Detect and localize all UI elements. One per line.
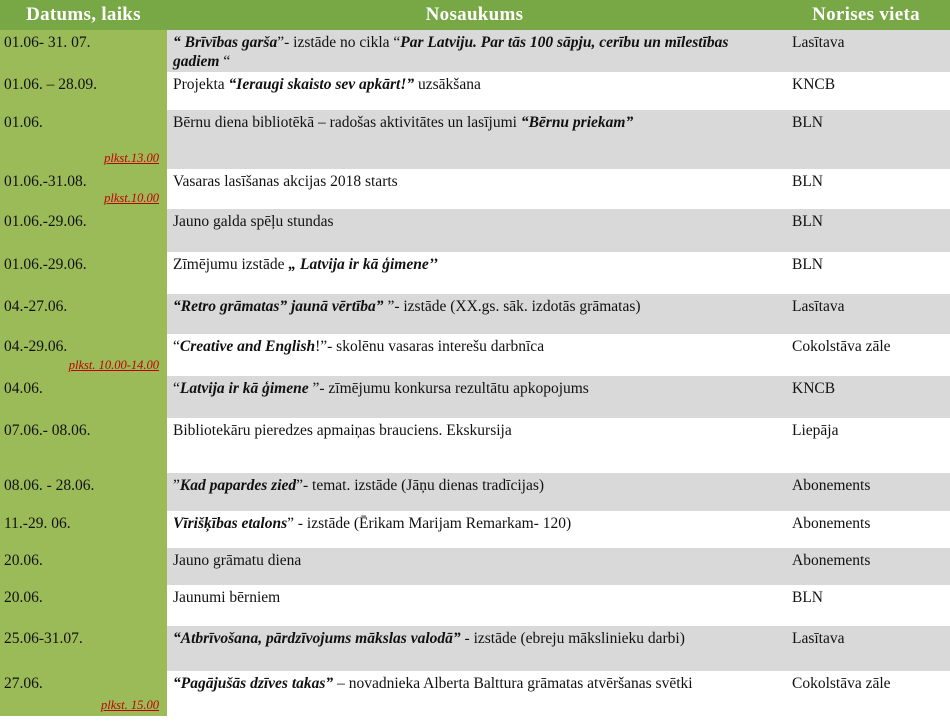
event-date: 25.06-31.07.	[4, 630, 83, 647]
event-name-part: Creative and English	[179, 338, 316, 355]
event-name-part: !”- skolēnu vasaras interešu darbnīca	[315, 338, 545, 355]
event-date-cell	[0, 585, 167, 626]
table-row	[0, 110, 950, 169]
event-name-part: „ Latvija ir kā ģimene’’	[288, 256, 438, 273]
event-date-cell	[0, 252, 167, 294]
table-row	[0, 169, 950, 209]
table-row	[0, 548, 950, 585]
event-date: 04.-29.06.	[4, 338, 68, 355]
event-name-part: Jauno grāmatu diena	[173, 552, 302, 569]
event-date-cell	[0, 110, 167, 169]
event-place: BLN	[782, 209, 950, 252]
event-time: plkst. 15.00	[101, 698, 159, 712]
event-date: 01.06.-29.06.	[4, 213, 87, 230]
event-name-part: ”	[173, 477, 180, 494]
event-date: 07.06.- 08.06.	[4, 422, 91, 439]
event-date-cell	[0, 30, 167, 72]
header-place: Norises vieta	[782, 0, 950, 30]
event-name	[167, 585, 782, 626]
event-place: Cokolstāva zāle	[782, 671, 950, 716]
event-name	[167, 334, 782, 376]
event-place: Lasītava	[782, 30, 950, 72]
event-name-part: “	[173, 380, 180, 397]
event-name	[167, 626, 782, 671]
table-row	[0, 72, 950, 110]
event-date: 20.06.	[4, 552, 43, 569]
event-date: 01.06. – 28.09.	[4, 76, 97, 93]
event-date: 01.06- 31. 07.	[4, 34, 91, 51]
event-place: Abonements	[782, 473, 950, 511]
event-date-cell	[0, 334, 167, 376]
event-name-part: Bērnu diena bibliotēkā – radošas aktivitātes un lasījumi	[173, 114, 521, 131]
event-name-part: Projekta	[173, 76, 229, 93]
table-row	[0, 511, 950, 548]
event-date: 01.06.-29.06.	[4, 256, 87, 273]
header-row	[0, 0, 950, 30]
header-date: Datums, laiks	[0, 0, 167, 30]
event-name-part: Latvija ir kā ģimene	[179, 380, 309, 397]
event-time: plkst.13.00	[104, 151, 159, 165]
table-row	[0, 252, 950, 294]
event-name-part: “	[219, 53, 231, 70]
event-name-part: “Bērnu priekam”	[520, 114, 634, 131]
table-row	[0, 30, 950, 72]
event-name-part: “Pagājušās dzīves takas”	[173, 675, 334, 692]
event-name	[167, 473, 782, 511]
event-name-part: Vīrišķības etalons	[173, 515, 288, 532]
event-date-cell	[0, 294, 167, 334]
event-date-cell	[0, 473, 167, 511]
event-place: Liepāja	[782, 418, 950, 473]
event-time: plkst. 10.00-14.00	[68, 358, 159, 372]
event-name	[167, 548, 782, 585]
event-place: Cokolstāva zāle	[782, 334, 950, 376]
header-name: Nosaukums	[167, 0, 782, 30]
event-name-part: Jauno galda spēļu stundas	[173, 213, 334, 230]
event-name-part: ”- temat. izstāde (Jāņu dienas tradīcijas)	[296, 477, 545, 494]
event-name-part: ”- zīmējumu konkursa rezultātu apkopojums	[308, 380, 589, 397]
event-place: BLN	[782, 110, 950, 169]
event-date-cell	[0, 72, 167, 110]
event-place: BLN	[782, 169, 950, 209]
table-row	[0, 418, 950, 473]
table-row	[0, 671, 950, 716]
event-place: BLN	[782, 585, 950, 626]
event-name-part: “	[173, 338, 180, 355]
event-date: 01.06.-31.08.	[4, 173, 87, 190]
event-place: Lasītava	[782, 294, 950, 334]
event-time: plkst.10.00	[104, 191, 159, 205]
event-place: KNCB	[782, 376, 950, 418]
event-name-part: “ Brīvības garša	[173, 34, 278, 51]
event-date-cell	[0, 169, 167, 209]
event-name-part: Par Latviju. Par tās 100 sāpju, cerību un mīlestības gadiem	[173, 34, 729, 70]
event-name-part: “Atbrīvošana, pārdzīvojums mākslas valodā”	[173, 630, 461, 647]
event-date-cell	[0, 511, 167, 548]
event-name-part: Kad papardes zied	[179, 477, 297, 494]
event-date: 04.06.	[4, 380, 43, 397]
event-date: 08.06. - 28.06.	[4, 477, 95, 494]
table-row	[0, 209, 950, 252]
event-date: 11.-29. 06.	[4, 515, 71, 532]
event-date-cell	[0, 418, 167, 473]
event-date-cell	[0, 671, 167, 716]
event-name-part: Jaunumi bērniem	[173, 589, 281, 606]
event-date: 27.06.	[4, 675, 43, 692]
event-name-part: Vasaras lasīšanas akcijas 2018 starts	[173, 173, 398, 190]
table-row	[0, 294, 950, 334]
events-body	[0, 30, 950, 716]
event-name	[167, 30, 782, 72]
table-row	[0, 376, 950, 418]
table-row	[0, 334, 950, 376]
event-name	[167, 294, 782, 334]
event-name-part: Bibliotekāru pieredzes apmaiņas brauciens. Ekskursija	[173, 422, 512, 439]
table-row	[0, 473, 950, 511]
event-name	[167, 671, 782, 716]
event-name	[167, 110, 782, 169]
event-date: 20.06.	[4, 589, 43, 606]
event-name	[167, 418, 782, 473]
event-name	[167, 511, 782, 548]
event-name	[167, 169, 782, 209]
event-name-part: “Ieraugi skaisto sev apkārt!”	[228, 76, 415, 93]
event-name-part: uzsākšana	[414, 76, 481, 93]
event-date-cell	[0, 626, 167, 671]
table-row	[0, 585, 950, 626]
event-date: 04.-27.06.	[4, 298, 68, 315]
event-name-part: – novadnieka Alberta Balttura grāmatas atvēršanas svētki	[333, 675, 693, 692]
event-name	[167, 72, 782, 110]
table-row	[0, 626, 950, 671]
event-place: KNCB	[782, 72, 950, 110]
event-name-part: ”- izstāde no cikla “	[277, 34, 401, 51]
event-name	[167, 209, 782, 252]
event-name-part: “Retro grāmatas” jaunā vērtība”	[173, 298, 384, 315]
event-name	[167, 252, 782, 294]
event-date-cell	[0, 376, 167, 418]
event-date-cell	[0, 548, 167, 585]
event-name-part: Zīmējumu izstāde	[173, 256, 289, 273]
event-date-cell	[0, 209, 167, 252]
event-name-part: - izstāde (ebreju mākslinieku darbi)	[460, 630, 685, 647]
event-name	[167, 376, 782, 418]
event-name-part: ” - izstāde (Ērikam Marijam Remarkam- 120)	[287, 515, 572, 532]
event-place: BLN	[782, 252, 950, 294]
event-place: Lasītava	[782, 626, 950, 671]
event-date: 01.06.	[4, 114, 43, 131]
event-place: Abonements	[782, 548, 950, 585]
event-place: Abonements	[782, 511, 950, 548]
event-name-part: ”- izstāde (XX.gs. sāk. izdotās grāmatas)	[383, 298, 641, 315]
